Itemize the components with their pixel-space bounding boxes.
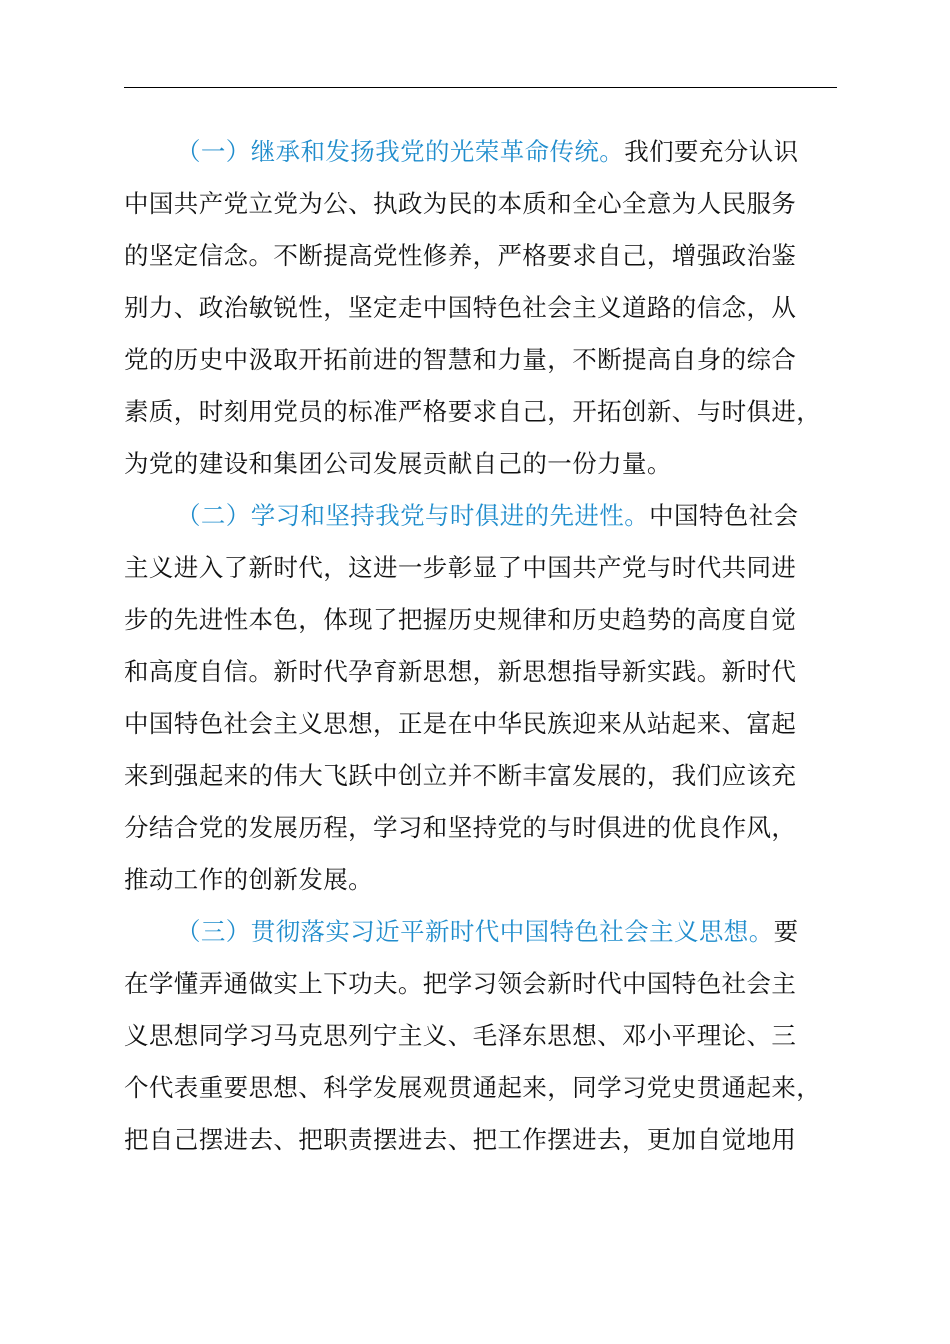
paragraph-1-line-1 [124,126,838,178]
paragraph-2-line: 和高度自信。新时代孕育新思想，新思想指导新实践。新时代 [124,657,797,686]
paragraph-1-line: 的坚定信念。不断提高党性修养，严格要求自己，增强政治鉴 [124,241,797,270]
paragraph-3-line: 个代表重要思想、科学发展观贯通起来，同学习党史贯通起来， [124,1073,822,1102]
paragraph-1-line: 别力、政治敏锐性，坚定走中国特色社会主义道路的信念，从 [124,293,797,322]
paragraph-1-line: 素质，时刻用党员的标准严格要求自己，开拓创新、与时俱进， [124,397,822,426]
paragraph-1-heading: （一）继承和发扬我党的光荣革命传统。 [176,137,625,166]
paragraph-2-line: 来到强起来的伟大飞跃中创立并不断丰富发展的，我们应该充 [124,761,797,790]
paragraph-1-line: 中国共产党立党为公、执政为民的本质和全心全意为人民服务 [124,189,797,218]
paragraph-3-line-1 [124,906,838,958]
paragraph-3-lead-text: 要 [773,917,799,946]
paragraph-2-line-1 [124,490,838,542]
paragraph-1-line: 党的历史中汲取开拓前进的智慧和力量，不断提高自身的综合 [124,345,797,374]
paragraph-1-line: 为党的建设和集团公司发展贡献自己的一份力量。 [124,449,672,478]
paragraph-2-line: 分结合党的发展历程，学习和坚持党的与时俱进的优良作风， [124,813,797,842]
paragraph-3-line: 义思想同学习马克思列宁主义、毛泽东思想、邓小平理论、三 [124,1021,797,1050]
paragraph-2-lead-text: 中国特色社会 [649,501,799,530]
paragraph-3-heading: （三）贯彻落实习近平新时代中国特色社会主义思想。 [176,917,774,946]
paragraph-1-lead-text: 我们要充分认识 [624,137,799,166]
document-body [124,126,838,1166]
paragraph-2-line: 主义进入了新时代，这进一步彰显了中国共产党与时代共同进 [124,553,797,582]
paragraph-3-line: 把自己摆进去、把职责摆进去、把工作摆进去，更加自觉地用 [124,1125,797,1154]
paragraph-2-line: 步的先进性本色，体现了把握历史规律和历史趋势的高度自觉 [124,605,797,634]
header-rule [124,87,837,88]
paragraph-2-heading: （二）学习和坚持我党与时俱进的先进性。 [176,501,650,530]
paragraph-3-line: 在学懂弄通做实上下功夫。把学习领会新时代中国特色社会主 [124,969,797,998]
paragraph-2-line: 中国特色社会主义思想，正是在中华民族迎来从站起来、富起 [124,709,797,738]
paragraph-2-line: 推动工作的创新发展。 [124,865,373,894]
